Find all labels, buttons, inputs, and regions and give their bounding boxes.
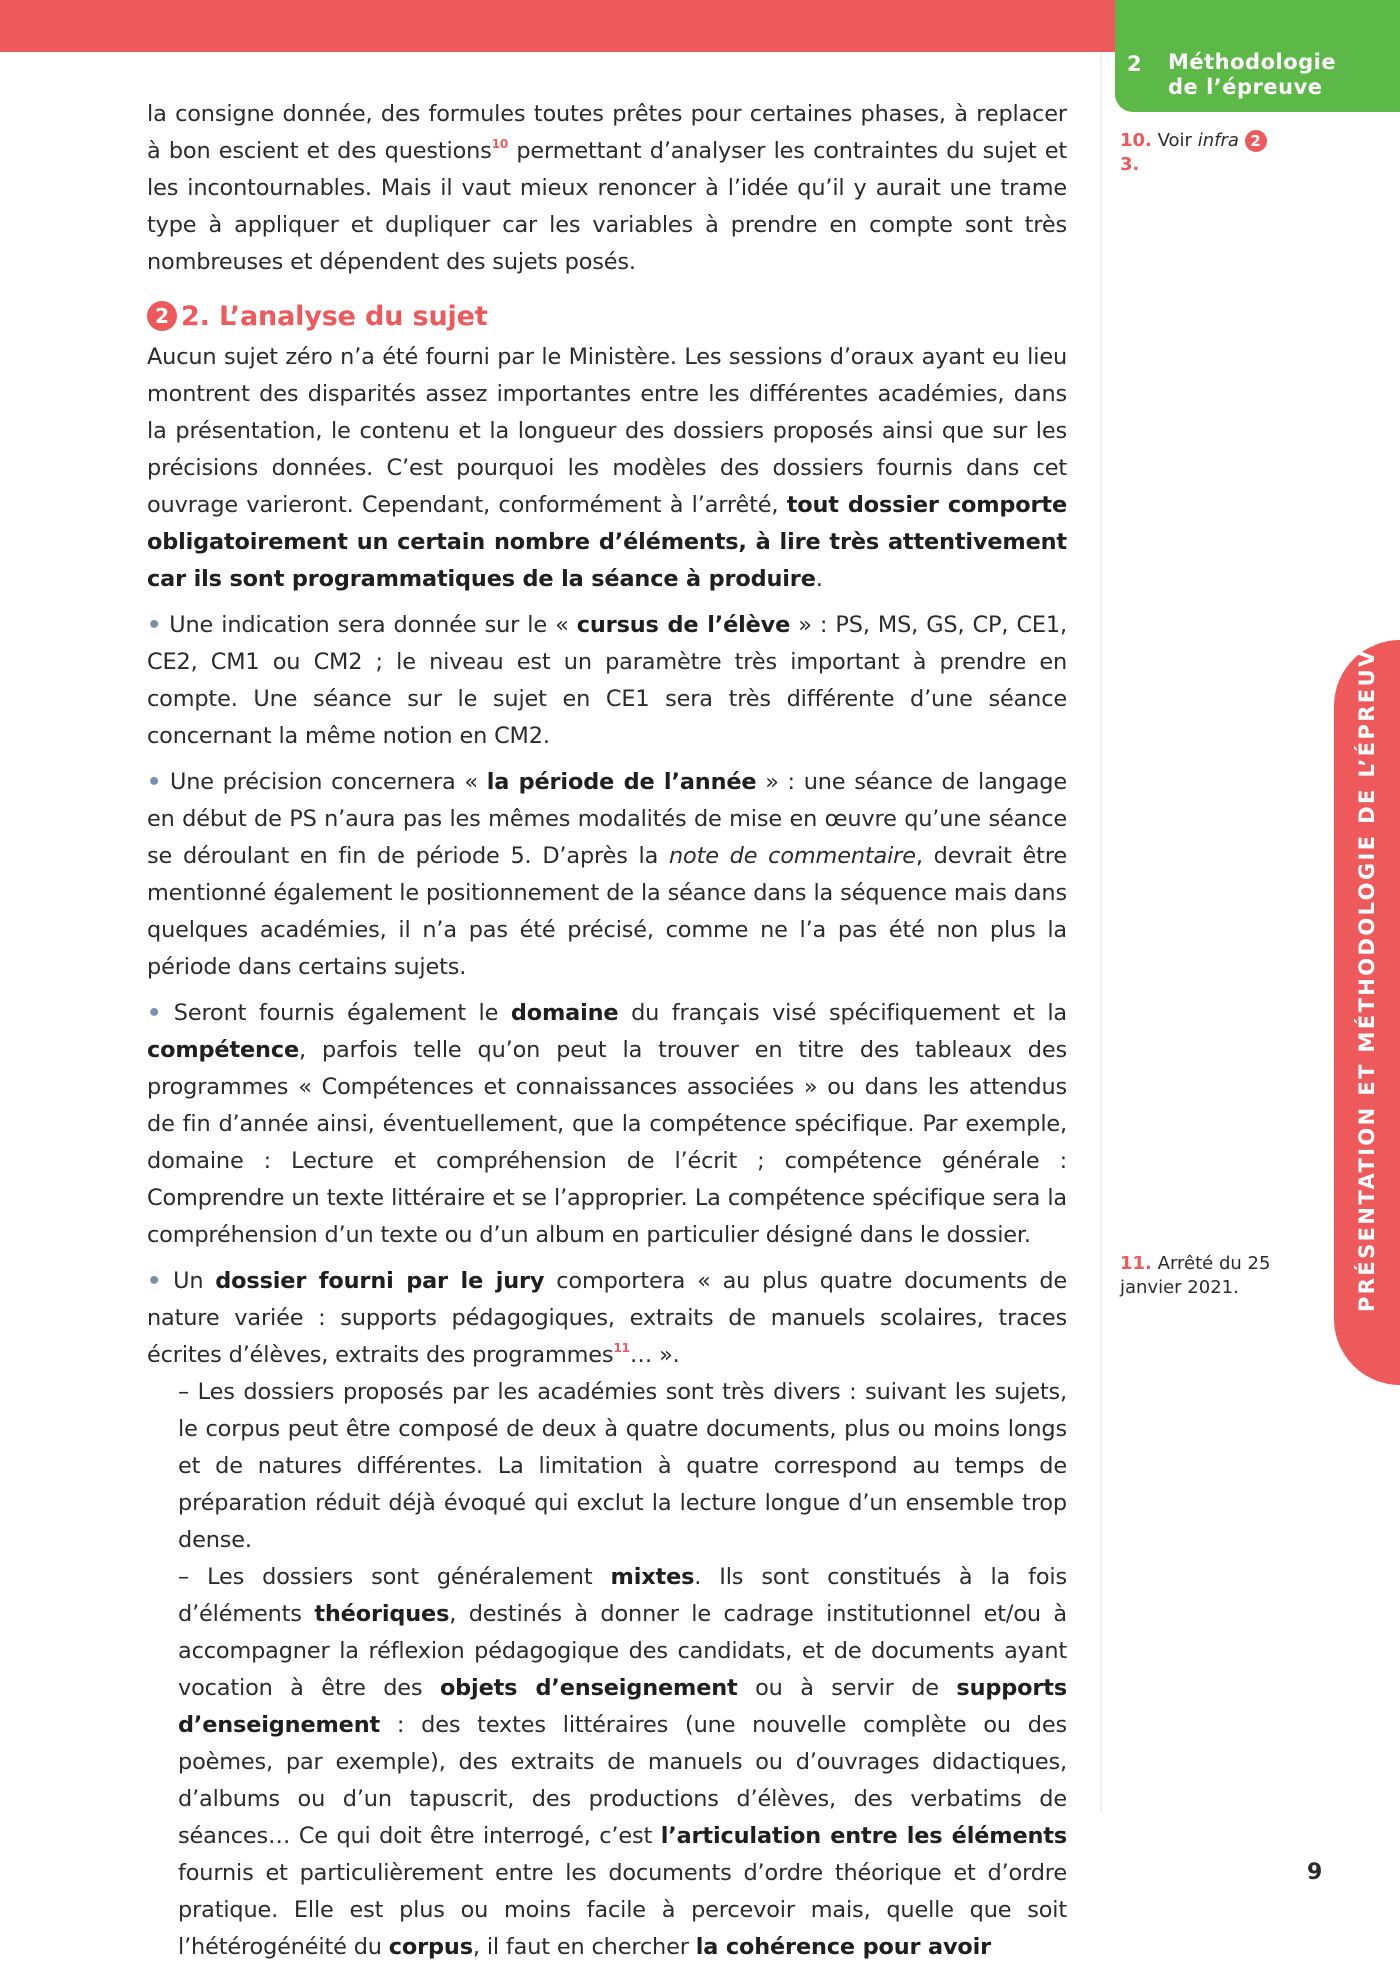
bullet-dossier: • Un dossier fourni par le jury comportera « au plus quatre documents de nature variée : supports pédagogiques, extraits de manuels scolaires, traces écrites d’élèves, extraits des programmes$^{11}$… ».: [147, 1268, 1068, 1368]
top-color-bar: [0, 0, 1115, 52]
margin-note-10: 10. Voir infra 2 3.: [1120, 129, 1280, 177]
margin-note-11: 11. Arrêté du 25 janvier 2021.: [1120, 1253, 1271, 1298]
bullet-marker: •: [147, 1268, 162, 1294]
section-number-badge: 2: [147, 301, 177, 331]
footnote-ref-10: 10: [491, 137, 509, 151]
bullet-domaine: • Seront fournis également le domaine du français visé spécifiquement et la compétence, parfois telle qu’on peut la trouver en titre des tableaux des programmes « Compétences et connaissances associées » ou dans les attendus de fin d’année ainsi, éventuellement, que la compétence spécifique. Par exemple, domaine : Lecture et compréhension de l’écrit ; compétence générale : Comprendre un texte littéraire et se l’approprier. La compétence spécifique sera la compréhension d’un texte ou d’un album en particulier désigné dans le dossier.: [147, 1000, 1068, 1248]
bullet-periode: • Une précision concernera « la période de l’année » : une séance de langage en début de PS n’aura pas les mêmes modalités de mise en œuvre qu’une séance se déroulant en fin de période 5. D’après la note de commentaire, devrait être mentionné également le positionnement de la séance dans la séquence mais dans quelques académies, il n’a pas été précisé, comme ne l’a pas été non plus la période dans certains sujets.: [147, 769, 1068, 980]
paragraph-analysis: Aucun sujet zéro n’a été fourni par le Ministère. Les sessions d’oraux ayant eu lieu montrent des disparités assez importantes entre les différentes académies, dans la présentation, le contenu et la longueur des dossiers proposés ainsi que sur les précisions données. C’est pourquoi les modèles des dossiers fournis dans cet ouvrage varieront. Cependant, conformément à l’arrêté, tout dossier comporte obligatoirement un certain nombre d’éléments, à lire très attentivement car ils sont programmatiques de la séance à produire.: [147, 344, 1067, 592]
chapter-tab: [1115, 0, 1400, 112]
bullet-cursus: • Une indication sera donnée sur le « cursus de l’élève » : PS, MS, GS, CP, CE1, CE2, CM1 ou CM2 ; le niveau est un paramètre très important à prendre en compte. Une séance sur le sujet en CE1 sera très différente d’une séance concernant la même notion en CM2.: [147, 612, 1067, 749]
main-text: [147, 96, 1067, 1966]
margin-divider: [1100, 52, 1102, 1812]
chapter-title: Méthodologie de l’épreuve: [1168, 50, 1337, 99]
section-heading: [147, 297, 1067, 337]
side-section-label: PRÉSENTATION ET MÉTHODOLOGIE DE L’ÉPREUVE: [1355, 631, 1379, 1312]
bullet-marker: •: [147, 1000, 162, 1026]
page-number: 9: [1307, 1860, 1323, 1885]
section-title: 2. L’analyse du sujet: [181, 301, 488, 332]
bullet-marker: •: [147, 612, 162, 638]
note-circle-badge: 2: [1245, 130, 1267, 152]
dash-item-mixed: – Les dossiers sont généralement mixtes. Ils sont constitués à la fois d’éléments théoriques, destinés à donner le cadrage institutionnel et/ou à accompagner la réflexion pédagogique des candidats, et de documents ayant vocation à être des objets d’enseignement ou à servir de supports d’enseignement : des textes littéraires (une nouvelle complète ou des poèmes, par exemple), des extraits de manuels ou d’ouvrages didactiques, d’albums ou d’un tapuscrit, des productions d’élèves, des verbatims de séances… Ce qui doit être interrogé, c’est l’articulation entre les éléments fournis et particulièrement entre les documents d’ordre théorique et d’ordre pratique. Elle est plus ou moins facile à percevoir mais, quelle que soit l’hétérogénéité du corpus, il faut en chercher la cohérence pour avoir: [178, 1564, 1068, 1960]
chapter-number: 2: [1127, 52, 1142, 76]
intro-paragraph: la consigne donnée, des formules toutes prêtes pour certaines phases, à replacer à bon escient et des questions$^{10}$ permettant d’analyser les contraintes du sujet et les incontournables. Mais il vaut mieux renoncer à l’idée qu’il y aurait une trame type à appliquer et dupliquer car les variables à prendre en compte sont très nombreuses et dépendent des sujets posés.: [147, 101, 1067, 275]
dash-item-diversity: – Les dossiers proposés par les académies sont très divers : suivant les sujets, le corpus peut être composé de deux à quatre documents, plus ou moins longs et de natures différentes. La limitation à quatre correspond au temps de préparation réduit déjà évoqué qui exclut la lecture longue d’un ensemble trop dense.: [178, 1379, 1067, 1553]
footnote-ref-11: 11: [613, 1341, 630, 1355]
bullet-marker: •: [147, 769, 162, 795]
